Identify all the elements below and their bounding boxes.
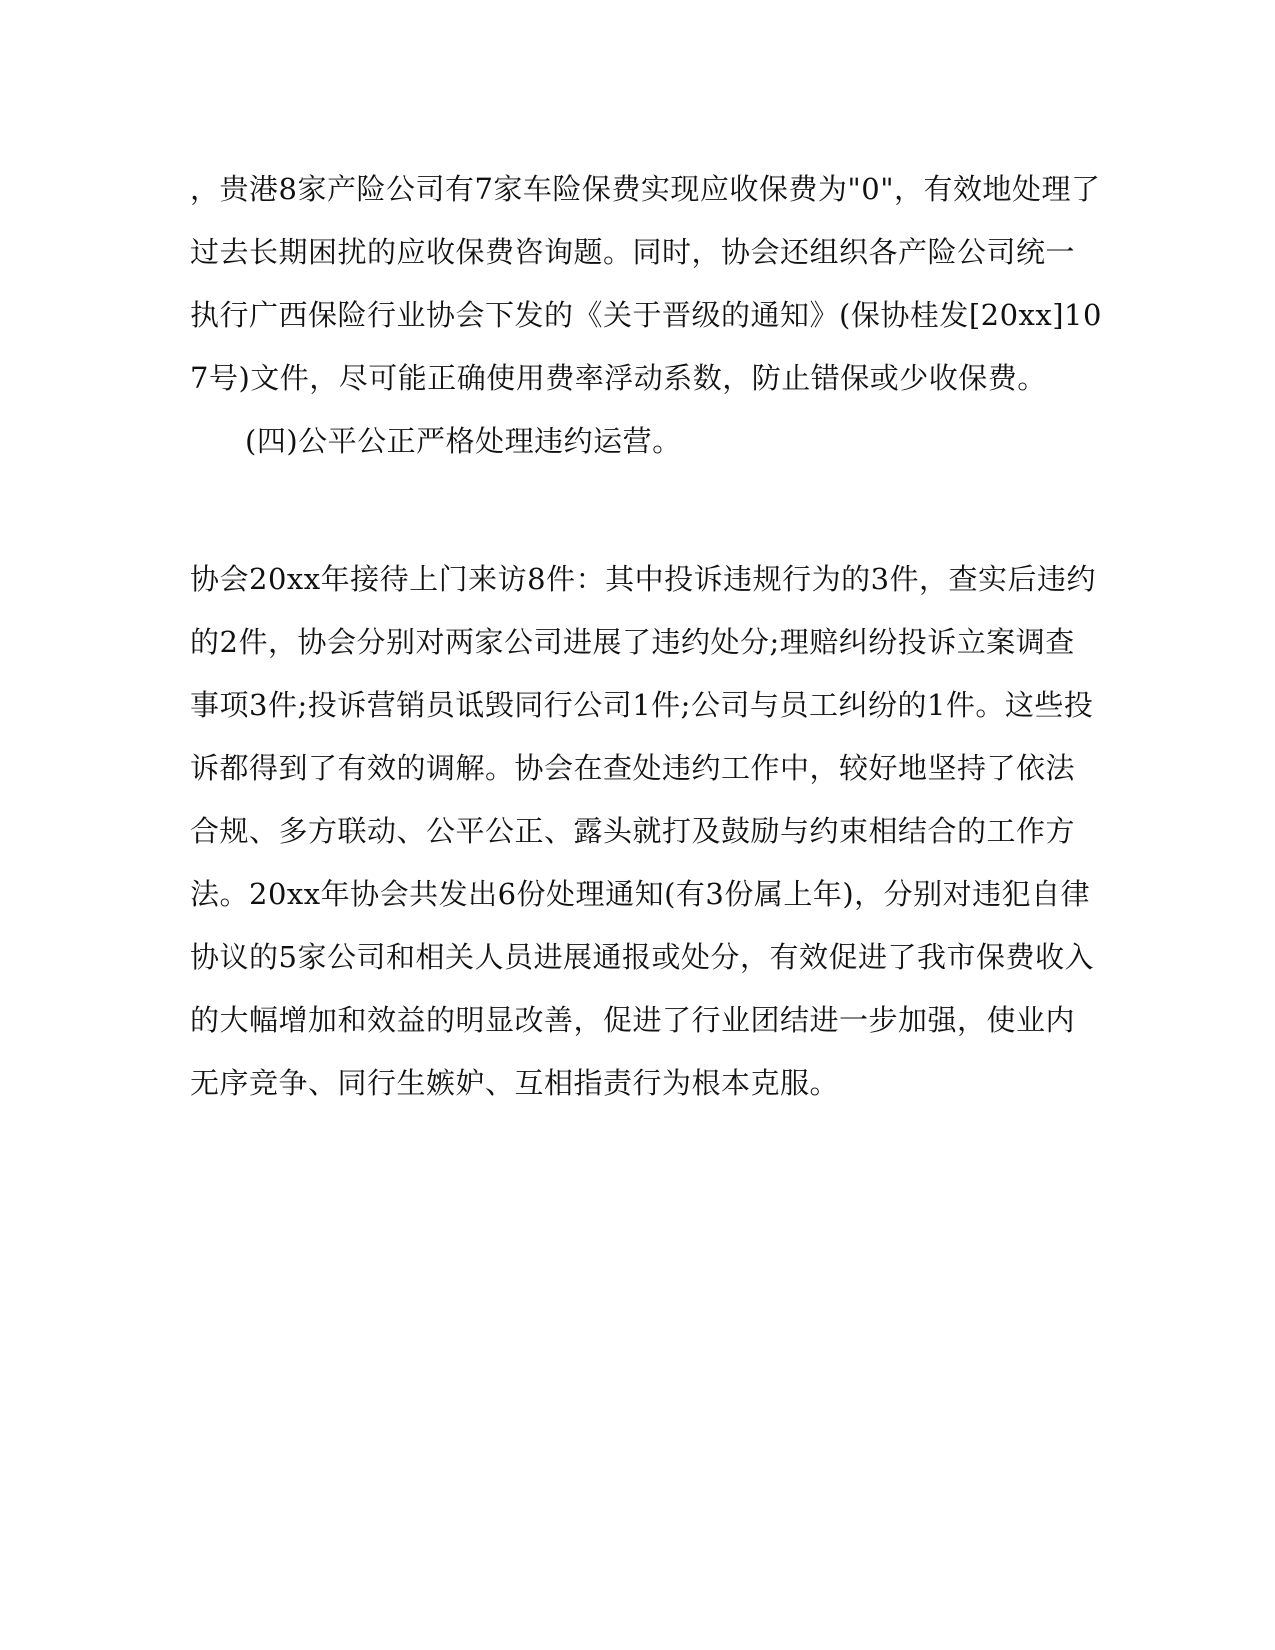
section-heading: (四)公平公正严格处理违约运营。 [245, 424, 682, 458]
text-line: 合规、多方联动、公平公正、露头就打及鼓励与约束相结合的工作方 [190, 814, 1076, 848]
paragraph-violations [190, 548, 1097, 1115]
text-line: 的2件，协会分别对两家公司进展了违约处分;理赔纠纷投诉立案调查 [190, 625, 1075, 659]
text-line: 执行广西保险行业协会下发的《关于晋级的通知》(保协桂发[20xx]10 [190, 298, 1102, 332]
text-line: 无序竞争、同行生嫉妒、互相指责行为根本克服。 [190, 1066, 840, 1100]
text-line: 事项3件;投诉营销员诋毁同行公司1件;公司与员工纠纷的1件。这些投 [190, 688, 1094, 722]
paragraph-continued [190, 158, 1102, 410]
text-line: 法。20xx年协会共发出6份处理通知(有3份属上年)，分别对违犯自律 [190, 877, 1091, 911]
text-line: 过去长期困扰的应收保费咨询题。同时，协会还组织各产险公司统一 [190, 235, 1076, 269]
text-line: 诉都得到了有效的调解。协会在查处违约工作中，较好地坚持了依法 [190, 751, 1076, 785]
text-line: ，贵港8家产险公司有7家车险保费实现应收保费为"0"，有效地处理了 [190, 172, 1101, 206]
text-line: 7号)文件，尽可能正确使用费率浮动系数，防止错保或少收保费。 [190, 361, 1047, 395]
text-line: 协会20xx年接待上门来访8件：其中投诉违规行为的3件，查实后违约 [190, 562, 1097, 596]
text-line: 协议的5家公司和相关人员进展通报或处分，有效促进了我市保费收入 [190, 940, 1094, 974]
text-line: 的大幅增加和效益的明显改善，促进了行业团结进一步加强，使业内 [190, 1003, 1076, 1037]
